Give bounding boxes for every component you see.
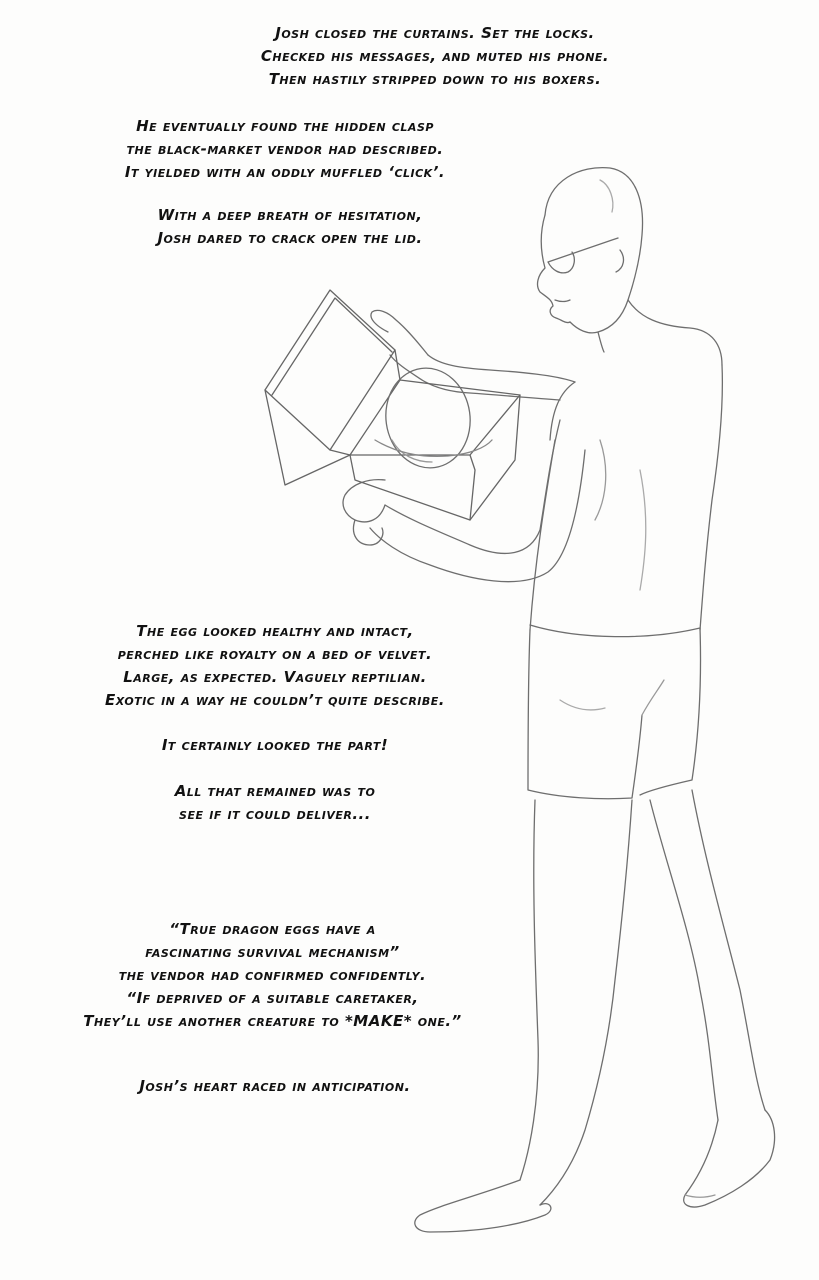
caption-line: Exotic in a way he couldn’t quite describe.: [105, 691, 445, 709]
caption-line: Large, as expected. Vaguely reptilian.: [123, 668, 427, 686]
caption-line: It yielded with an oddly muffled ‘click’.: [124, 163, 446, 181]
caption-egg: [25, 620, 525, 712]
caption-line: the vendor had confirmed confidently.: [118, 966, 427, 984]
caption-lid: [85, 204, 495, 250]
caption-line: He eventually found the hidden clasp: [136, 117, 434, 135]
caption-line: “If deprived of a suitable caretaker,: [126, 989, 419, 1007]
caption-looked-part: [80, 734, 470, 757]
caption-line: They’ll use another creature to *MAKE* one.”: [83, 1012, 462, 1030]
caption-line: Josh’s heart raced in anticipation.: [139, 1077, 411, 1095]
caption-line: see if it could deliver...: [179, 805, 371, 823]
head-sketch: [538, 168, 643, 333]
caption-line: Josh dared to crack open the lid.: [157, 229, 423, 247]
caption-line: Then hastily stripped down to his boxers.: [268, 70, 602, 88]
caption-line: “True dragon eggs have a: [169, 920, 376, 938]
egg-sketch: [375, 363, 492, 474]
caption-line: All that remained was to: [174, 782, 376, 800]
caption-line: fascinating survival mechanism”: [145, 943, 400, 961]
boxers-sketch: [528, 625, 701, 799]
caption-line: Josh closed the curtains. Set the locks.: [275, 24, 595, 42]
caption-clasp: [55, 115, 515, 184]
upper-arm-sketch: [371, 310, 575, 400]
caption-heart: [60, 1075, 490, 1098]
caption-intro: [200, 22, 670, 91]
caption-line: perched like royalty on a bed of velvet.: [117, 645, 433, 663]
caption-line: the black-market vendor had described.: [126, 140, 444, 158]
caption-deliver: [100, 780, 450, 826]
caption-line: Checked his messages, and muted his phone.: [260, 47, 610, 65]
caption-line: It certainly looked the part!: [161, 736, 389, 754]
torso-sketch: [530, 300, 722, 630]
caption-vendor-quote: [0, 918, 545, 1033]
caption-line: The egg looked healthy and intact,: [136, 622, 414, 640]
lower-arm-sketch: [343, 420, 585, 582]
box-sketch: [265, 290, 520, 520]
caption-line: With a deep breath of hesitation,: [157, 206, 423, 224]
